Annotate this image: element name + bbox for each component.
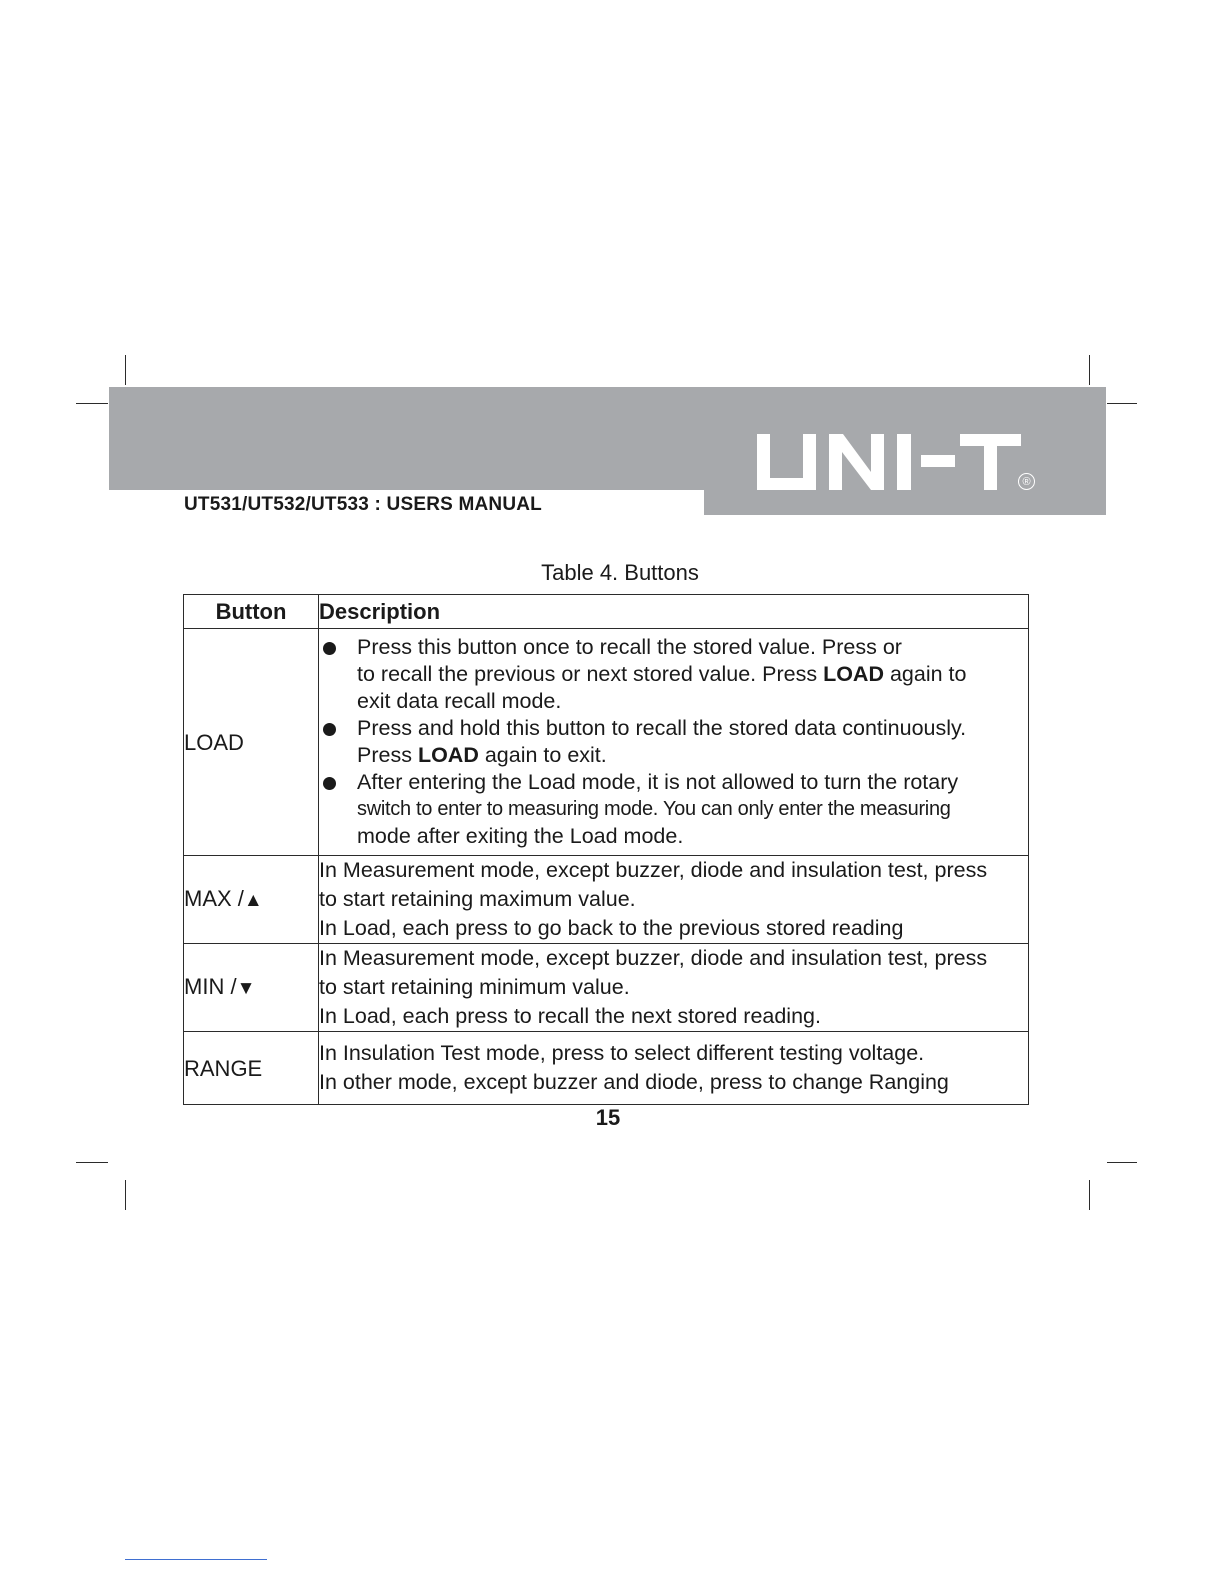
down-triangle-icon: ▼ [236,978,256,999]
description-load [319,629,1029,856]
list-item: Press this button once to recall the stored value. Press or to recall the previous or next stored value. Press LOAD again to exit data recall mode. [319,634,1028,715]
table-row-max [184,856,1029,944]
crop-mark-top-right-h [1107,403,1137,404]
crop-mark-bottom-right-h [1107,1162,1137,1163]
button-name-min: MIN /▼ [184,944,319,1032]
up-triangle-icon: ▲ [243,890,263,911]
brand-logo [755,428,1040,494]
button-name-range: RANGE [184,1032,319,1105]
description-min: In Measurement mode, except buzzer, diode and insulation test, press to start retaining minimum value. In Load, each press to recall the next stored reading. [319,944,1029,1032]
crop-mark-top-right-v [1089,355,1090,385]
crop-mark-top-left-h [76,403,108,404]
crop-mark-top-left-v [125,355,126,385]
button-name-load: LOAD [184,629,319,856]
manual-title: UT531/UT532/UT533 : USERS MANUAL [184,494,542,515]
table-header-row [184,595,1029,629]
table-row-range [184,1032,1029,1105]
table-row-min [184,944,1029,1032]
description-range: In Insulation Test mode, press to select different testing voltage. In other mode, except buzzer and diode, press to change Ranging [319,1032,1029,1105]
table-row-load [184,629,1029,856]
table-caption: Table 4. Buttons [541,560,699,585]
crop-mark-bottom-left-v [125,1180,126,1210]
footer-rule [125,1559,267,1560]
crop-mark-bottom-left-h [76,1162,108,1163]
page-number: 15 [595,1105,621,1130]
load-bullet-list [319,634,1028,850]
buttons-table [183,594,1029,1105]
button-name-max: MAX /▲ [184,856,319,944]
column-header-description: Description [319,595,1029,629]
crop-mark-bottom-right-v [1089,1180,1090,1210]
column-header-button: Button [184,595,319,629]
description-max: In Measurement mode, except buzzer, diode and insulation test, press to start retaining maximum value. In Load, each press to go back to the previous stored reading [319,856,1029,944]
registered-mark: ® [1018,473,1035,490]
list-item: After entering the Load mode, it is not allowed to turn the rotary switch to enter to measuring mode. You can only enter the measuring mode after exiting the Load mode. [319,769,1028,850]
list-item: Press and hold this button to recall the stored data continuously. Press LOAD again to exit. [319,715,1028,769]
